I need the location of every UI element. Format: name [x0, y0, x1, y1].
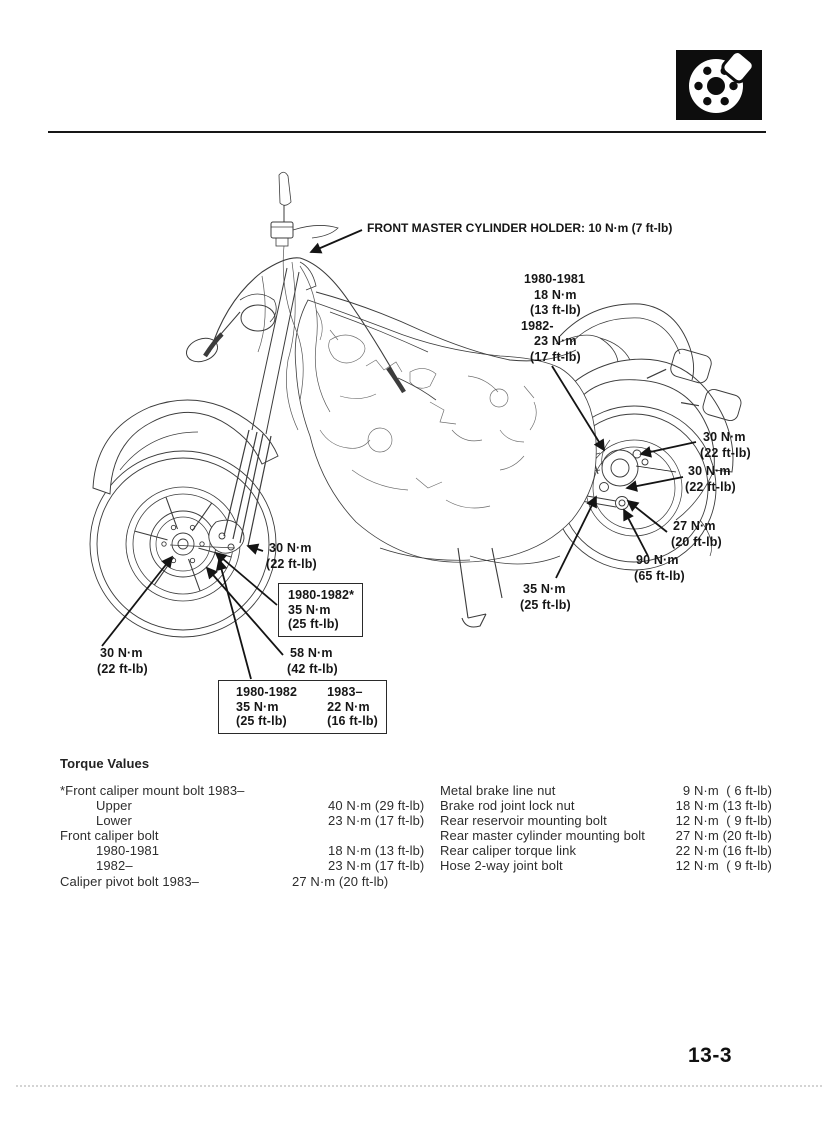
callout-box-col1 [236, 685, 297, 729]
callout-line: 23 N·m [534, 334, 577, 348]
row-label: Rear reservoir mounting bolt [440, 813, 607, 829]
table-row [60, 783, 396, 798]
row-value: 23 N·m (17 ft-lb) [328, 813, 425, 829]
callout-line: 30 N·m [703, 430, 746, 444]
row-label: Upper [96, 798, 132, 814]
callout-line: 18 N·m [534, 287, 577, 302]
table-row [440, 783, 772, 798]
callout-front-caliper-box [278, 583, 363, 637]
table-row [440, 843, 772, 858]
chapter-icon-box [676, 50, 762, 120]
row-value: 18 N·m (13 ft-lb) [675, 798, 772, 814]
row-label: Rear caliper torque link [440, 843, 577, 859]
header-rule [48, 131, 766, 133]
row-value: 18 N·m (13 ft-lb) [328, 843, 425, 859]
row-value: 12 N·m ( 9 ft-lb) [675, 858, 772, 874]
callout-line: 35 N·m [523, 582, 566, 596]
callout-line: (16 ft-lb) [327, 714, 378, 728]
callout-line: (22 ft-lb) [685, 479, 736, 494]
scan-artifact-line [16, 1085, 822, 1087]
callout-box-col2 [327, 685, 378, 729]
row-value: 23 N·m (17 ft-lb) [328, 858, 425, 874]
row-label: *Front caliper mount bolt 1983– [60, 783, 245, 798]
callout-line: (25 ft-lb) [520, 597, 571, 612]
row-label: Caliper pivot bolt 1983– [60, 873, 199, 889]
torque-values-title: Torque Values [60, 756, 150, 771]
row-value: 27 N·m (20 ft-lb) [675, 828, 772, 844]
row-label: 1982– [96, 858, 133, 874]
callout-line: 35 N·m [288, 602, 331, 617]
callout-line: 35 N·m [236, 699, 279, 714]
table-row [440, 813, 772, 828]
callout-line: 58 N·m [290, 646, 333, 660]
callout-line: 22 N·m [327, 699, 370, 714]
callout-line: 1980-1982 [236, 685, 298, 699]
table-row [60, 874, 396, 889]
callout-line: 1980-1982* [288, 588, 355, 602]
callout-line: (20 ft-lb) [671, 534, 722, 549]
callout-line: 90 N·m [636, 553, 679, 567]
table-row [440, 858, 772, 873]
callout-line: 30 N·m [100, 646, 143, 660]
callout-line: (65 ft-lb) [634, 568, 685, 583]
callout-line: 1980-1981 [524, 272, 586, 286]
callout-line: (22 ft-lb) [266, 556, 317, 571]
callout-rear-axle-90 [634, 553, 685, 584]
brake-disc-icon [676, 50, 762, 120]
row-value: 27 N·m (20 ft-lb) [292, 873, 389, 889]
callout-line: 30 N·m [269, 541, 312, 555]
callout-line: (13 ft-lb) [530, 303, 581, 317]
callout-rear-mid-30 [685, 464, 736, 495]
row-label: 1980-1981 [96, 843, 160, 859]
callout-line: (17 ft-lb) [530, 349, 581, 364]
callout-rear-caliper-years [521, 272, 585, 365]
callout-line: 30 N·m [688, 464, 731, 478]
table-row [60, 813, 425, 829]
callout-line: (25 ft-lb) [236, 714, 287, 728]
callout-front-58 [287, 646, 338, 677]
table-row [60, 858, 425, 874]
callout-line: (42 ft-lb) [287, 661, 338, 676]
callout-rear-35 [520, 582, 571, 613]
callout-line: (22 ft-lb) [97, 661, 148, 676]
callout-line: (25 ft-lb) [288, 617, 339, 631]
table-row [60, 843, 425, 859]
callout-front-master-cylinder [367, 221, 672, 237]
callout-text: FRONT MASTER CYLINDER HOLDER: 10 N·m (7 ft-lb) [367, 221, 673, 235]
callout-line: 1982- [521, 318, 554, 333]
row-label: Brake rod joint lock nut [440, 798, 575, 814]
torque-values-left-column [60, 783, 425, 889]
row-value: 9 N·m ( 6 ft-lb) [679, 783, 772, 798]
row-value: 40 N·m (29 ft-lb) [328, 798, 425, 814]
table-row [440, 828, 772, 843]
callout-rear-upper-30 [700, 430, 751, 461]
row-label: Lower [96, 813, 132, 829]
callout-front-axle-box [218, 680, 387, 734]
row-label: Front caliper bolt [60, 828, 159, 844]
table-row [440, 798, 772, 813]
table-row [60, 798, 425, 814]
row-value: 12 N·m ( 9 ft-lb) [675, 813, 772, 829]
callout-rear-27 [671, 519, 722, 550]
callout-line: 27 N·m [673, 519, 716, 533]
row-label: Metal brake line nut [440, 783, 556, 798]
torque-values-right-column [440, 783, 772, 874]
callout-front-30-right [266, 541, 317, 572]
callout-front-30-left [97, 646, 148, 677]
row-label: Hose 2-way joint bolt [440, 858, 563, 874]
row-label: Rear master cylinder mounting bolt [440, 828, 645, 844]
row-value: 22 N·m (16 ft-lb) [675, 843, 772, 859]
page-number: 13-3 [688, 1044, 733, 1067]
callout-line: (22 ft-lb) [700, 445, 751, 460]
callout-line: 1983– [327, 685, 363, 699]
table-row [60, 828, 396, 843]
